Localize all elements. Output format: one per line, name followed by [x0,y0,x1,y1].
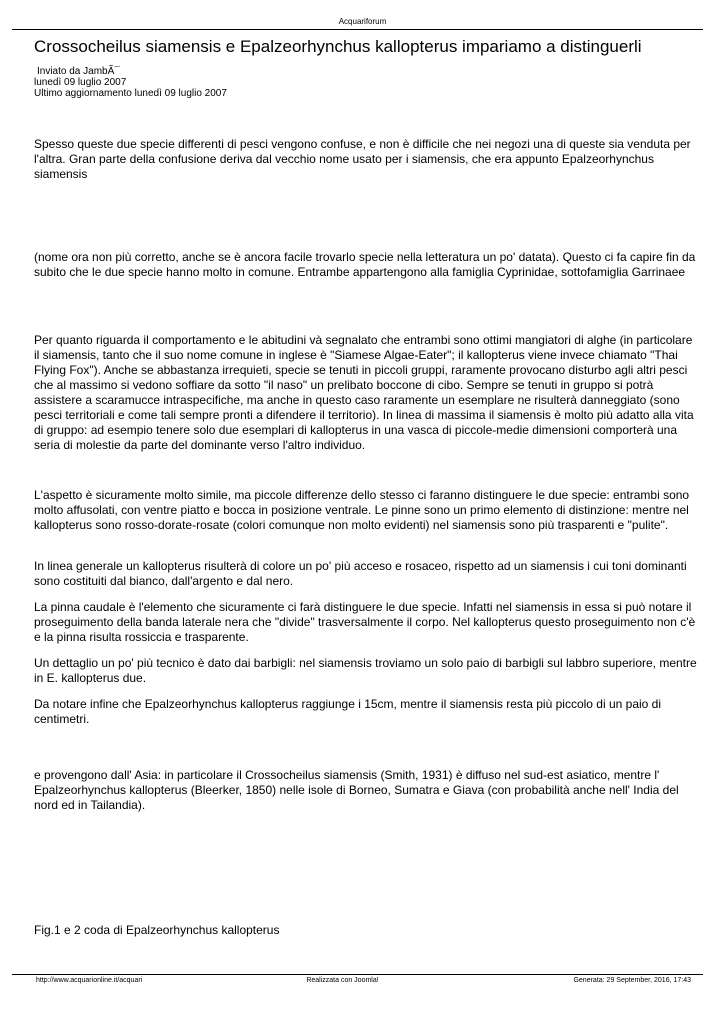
article-date: lunedì 09 luglio 2007 [34,77,127,88]
paragraph-intro: Spesso queste due specie differenti di pesci vengono confuse, e non è difficile che nei negozi una di queste sia venduta per l'altra. Gran parte della confusione deriva dal vecchio nome usato per i siamensis, che era appunto Epalzeorhynchus siamensis [34,137,691,181]
article-last-updated: Ultimo aggiornamento lunedì 09 luglio 2007 [34,88,227,99]
article-meta [34,66,227,99]
footer-generated-date: Generata: 29 September, 2016, 17:43 [573,977,691,984]
paragraph-barbels: Un dettaglio un po' più tecnico è dato dai barbigli: nel siamensis troviamo un solo paio di barbigli sul labbro superiore, mentre in E. kallopterus due. [34,656,697,685]
header-divider [12,29,703,30]
footer-url[interactable]: http://www.acquarionline.it/acquari [36,977,143,984]
article-author: Inviato da JambÃ¯ [37,66,120,77]
paragraph-coloration: In linea generale un kallopterus risulterà di colore un po' più acceso e rosaceo, rispetto ad un siamensis i cui toni dominanti sono costituiti dal bianco, dall'argento e dal nero. [34,559,687,588]
paragraph-family: (nome ora non più corretto, anche se è ancora facile trovarlo specie nella letteratura un po' datata). Questo ci fa capire fin da subito che le due specie hanno molto in comune. Entrambe appartengono alla famiglia Cyprinidae, sottofamiglia Garrinaee [34,250,696,279]
footer-divider [12,974,703,975]
paragraph-size: Da notare infine che Epalzeorhynchus kallopterus raggiunge i 15cm, mentre il siamensis resta più piccolo di un paio di centimetri. [34,697,662,726]
paragraph-caudal-fin: La pinna caudale è l'elemento che sicuramente ci farà distinguere le due specie. Infatti nel siamensis in essa si può notare il proseguimento della banda laterale nera che "divide" trasversalmente il corpo. Nel kallopterus questo proseguimento non c'è e la pinna risulta rossiccia e trasparente. [34,600,696,644]
paragraph-behavior: Per quanto riguarda il comportamento e le abitudini và segnalato che entrambi sono ottimi mangiatori di alghe (in particolare il siamensis, tanto che il suo nome comune in inglese è "Siamese Algae-Eater"; il kallopterus viene invece chiamato "Thai Flying Fox"). Anche se abbastanza irrequieti, specie se tenuti in piccoli gruppi, raramente provocano disturbo agli altri pesci che al massimo si vedono soffiare da sotto "il naso" un prelibato boccone di cibo. Sempre se tenuti in gruppo si potrà assistere a scaramucce intraspecifiche, ma anche in questo caso raramente un esemplare ne risulterà danneggiato (sono pesci territoriali e come tali sempre pronti a difendere il territorio). In linea di massima il siamensis è molto più adatto alla vita di gruppo: ad esempio tenere solo due esemplari di kallopterus in una vasca di piccole-medie dimensioni comporterà una seria di molestie da parte del dominante verso l'altro individuo. [34,333,694,452]
paragraph-origin: e provengono dall' Asia: in particolare il Crossocheilus siamensis (Smith, 1931) è diffuso nel sud-est asiatico, mentre l' Epalzeorhynchus kallopterus (Bleerker, 1850) nelle isole di Borneo, Sumatra e Giava (con probabilità anche nell' India del nord ed in Tailandia). [34,768,679,812]
paragraph-appearance: L'aspetto è sicuramente molto simile, ma piccole differenze dello stesso ci faranno distinguere le due specie: entrambi sono molto affusolati, con ventre piatto e bocca in posizione ventrale. Le pinne sono un primo elemento di distinzione: mentre nel kallopterus sono rosso-dorate-rosate (colori comunque non molto evidenti) nel siamensis sono più trasparenti e "pulite". [34,488,690,532]
figure-caption: Fig.1 e 2 coda di Epalzeorhynchus kallopterus [34,923,280,937]
footer-powered-by: Realizzata con Joomla! [306,977,379,984]
site-name: Acquariforum [338,17,387,26]
article-title: Crossocheilus siamensis e Epalzeorhynchus kallopterus impariamo a distinguerli [34,37,642,56]
